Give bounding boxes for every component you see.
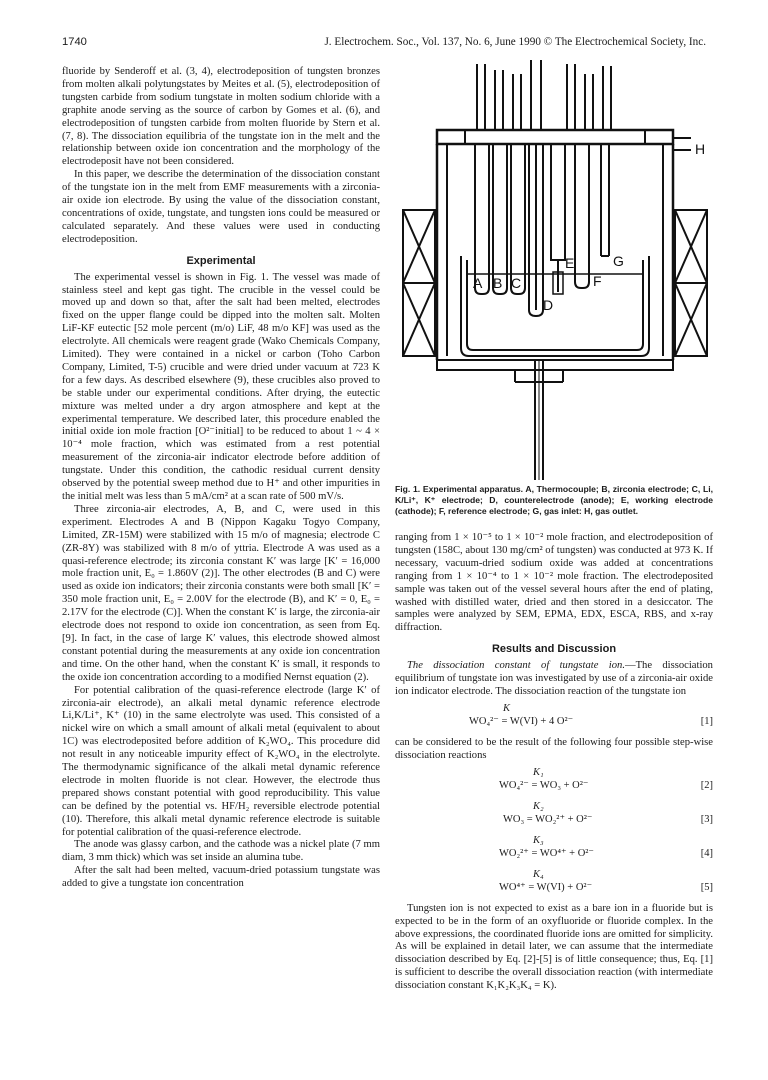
equation-constant: K <box>503 702 511 714</box>
equation-1 <box>395 703 713 733</box>
equation-expression: WO₄²⁻ = WO₃ + O²⁻ <box>499 779 589 791</box>
equation-4 <box>395 835 713 865</box>
paragraph: In this paper, we describe the determination of the dissociation constant of the tungstate ion in the melt from EMF measurements with a zirconia-air oxide ion electrode. By using the value of the dissociation constant, concentrations of oxide, tungstate, and tungsten ions could be measured or calculated separately. And these values were used in conducting electrodeposition. <box>62 169 380 245</box>
left-column <box>62 66 380 891</box>
equation-expression: WO₄²⁻ = W(VI) + 4 O²⁻ <box>469 715 574 727</box>
label-h: H <box>695 141 706 157</box>
equation-2 <box>395 767 713 797</box>
equation-5 <box>395 869 713 899</box>
equation-number: [2] <box>700 779 713 791</box>
paragraph: The experimental vessel is shown in Fig. 1. The vessel was made of stainless steel and kept gas tight. The crucible in the vessel could be moved up and down so that, after the salt had been melted, electrodes fixed on the upper flange could be dipped into the molten salt. Molten LiF-KF eutectic [52 mole percent (m/o) LiF, 48 m/o KF] was used as the electrolyte. All chemicals were reagent grade (Wako Chemicals Company, Limited). They were contained in a nickel or carbon (Toho Carbon Company, Limited, T-5) crucible and were dried under vacuum at 723 K for a few days. As described elsewhere (9), these crucibles also proved to be stable under our experimental conditions. After drying, the eutectic mixture was melted under a dry argon atmosphere and kept at the experimental temperature. We described later, this procedure enabled the initial oxide ion mole fraction [O²⁻initial] to be reduced to about 1 ~ 4 × 10⁻⁴ mole fraction, which was estimated from a rest potential measurement of the zirconia-air indicator electrode before addition of tungstate. Under this condition, the cathodic residual current density observed by the potential sweep method due to H⁺ and other impurities in the initial melt was less than 5 mA/cm² at a scan rate of 500 mV/s. <box>62 271 380 502</box>
page-number: 1740 <box>62 36 87 48</box>
label-c: C <box>511 275 522 291</box>
journal-citation: J. Electrochem. Soc., Vol. 137, No. 6, June 1990 © The Electrochemical Society, Inc. <box>324 36 706 48</box>
apparatus-diagram <box>395 60 715 480</box>
equation-expression: WO₃ = WO₂²⁺ + O²⁻ <box>503 813 593 825</box>
equation-number: [3] <box>700 813 713 825</box>
label-d: D <box>543 297 554 313</box>
paragraph: can be considered to be the result of the following four possible step-wise dissociation reactions <box>395 736 713 761</box>
paragraph: After the salt had been melted, vacuum-dried potassium tungstate was added to give a tungstate ion concentration <box>62 865 380 890</box>
figure-caption <box>395 484 713 517</box>
section-heading-results: Results and Discussion <box>491 643 617 656</box>
label-b: B <box>493 275 503 291</box>
paragraph: Three zirconia-air electrodes, A, B, and C, were used in this experiment. Electrodes A and B (Nippon Kagaku Togyo Company, Limited, ZR-15M) were stabilized with 15 m/o of magnesia; electrode C (ZR-8Y) was stabilized with 8 m/o of yttria. Electrode A was used as a quasi-reference electrode; its zirconia constant K′ was large [K′ = 16,000 mole fraction unit, E₀ = 1.860V (2)]. The other electrodes (B and C) were used as oxide ion indicators; their zirconia constants were both small [K′ = 350 mole fraction unit, E₀ = 2.00V for the electrode (B), and K′ = 0, E₀ = 2.17V for the electrode (C)]. When the constant K′ is large, the zirconia-air electrode does not respond to oxide ion concentration, as seen from Eq. [9]. In fact, in the case of large K′ values, this electrode showed almost constant potential during the measurements at any oxide ion concentration and time. On the other hand, when the constant K′ is small, it responds to the oxide ion concentration according to a modified Nernst equation (2). <box>62 503 380 683</box>
equation-constant: K₄ <box>533 868 544 880</box>
paragraph: Tungsten ion is not expected to exist as a bare ion in a fluoride but is expected to be in the form of an oxyfluoride or fluoride complex. In the above expressions, the coordinated fluoride ions are omitted for simplicity. As will be explained in detail later, we can assume that the intermediate dissociation described by Eq. [2]-[5] is of little consequence; thus, Eq. [1] is sufficient to describe the overall dissociation reaction (with intermediate dissociation constant K₁K₂K₃K₄ = K). <box>395 902 713 992</box>
equation-number: [4] <box>700 847 713 859</box>
label-e: E <box>565 255 575 271</box>
label-g: G <box>613 253 624 269</box>
paragraph-body: —The dissociation equilibrium of tungstate ion was investigated by use of a zirconia-air oxide ion indicator electrode. The dissociation reaction of the tungstate ion <box>395 660 713 697</box>
paragraph: fluoride by Senderoff et al. (3, 4), electrodeposition of tungsten bronzes from molten alkali polytungstates by Meites et al. (5), electrodeposition of tungsten carbide from sodium tungstate in molten sodium chloride with a graphite anode serving as the source of carbon by Gomes et al. (6), and electrodeposition of tungsten carbide from molten fluoride by Stern et al. (7, 8). The dissociation equilibria of the tungstate ion in the melt and the relationship between oxide ion concentration and the morphology of the electrodeposit have not been considered. <box>62 66 380 168</box>
equation-3 <box>395 801 713 831</box>
running-header <box>62 36 706 50</box>
section-heading-experimental: Experimental <box>186 254 256 267</box>
label-a: A <box>473 275 483 291</box>
caption-text: Experimental apparatus. A, Thermocouple; B, zirconia electrode; C, Li, K/Li⁺, K⁺ electrode; D, counterelectrode (anode); E, working electrode (cathode); F, reference electrode; G, gas inlet: H, gas outlet. <box>395 484 713 516</box>
apparatus-figure <box>395 60 715 480</box>
paragraph <box>395 660 713 699</box>
label-f: F <box>593 273 602 289</box>
equation-number: [1] <box>700 715 713 727</box>
equation-expression: WO⁴⁺ = W(VI) + O²⁻ <box>499 881 593 893</box>
equation-expression: WO₂²⁺ = WO⁴⁺ + O²⁻ <box>499 847 594 859</box>
paragraph-lead: The dissociation constant of tungstate ion. <box>407 660 625 672</box>
figure-label: Fig. 1. <box>395 484 421 494</box>
paragraph: ranging from 1 × 10⁻⁵ to 1 × 10⁻² mole fraction, and electrodeposition of tungsten (158C, about 130 mg/cm² of tungsten) was conducted at 973 K. If necessary, vacuum-dried sodium oxide was added at concentrations ranging from 1 × 10⁻⁴ to 1 × 10⁻² mole fraction. The electrodeposited sample was taken out of the vessel several hours after the end of plating, washed with distilled water, dried and then stored in a desiccator. The samples were analyzed by SEM, EPMA, EDX, ESCA, RBS, and x-ray diffraction. <box>395 532 713 634</box>
equation-number: [5] <box>700 881 713 893</box>
equation-constant: K₁ <box>533 766 544 778</box>
equation-constant: K₂ <box>533 800 544 812</box>
equation-constant: K₃ <box>533 834 544 846</box>
paragraph: The anode was glassy carbon, and the cathode was a nickel plate (7 mm diam, 3 mm thick) which was set inside an alumina tube. <box>62 839 380 864</box>
right-column <box>395 532 713 993</box>
paragraph: For potential calibration of the quasi-reference electrode (large K′ of zirconia-air electrode), an alkali metal dynamic reference electrode Li,K/Li⁺, K⁺ (10) in the same electrolyte was used. This consisted of a nickel wire on which a small amount of alkali metal (equivalent to about 1C) was electrodeposited before addition of K₂WO₄. This procedure did not result in any noticeable impurity effect of K₂WO₄ in the electrolyte. The thermodynamic significance of the alkali metal dynamic reference electrode in molten fluoride is not clear. However, the electrode thus prepared shows constant potential with good reproducibility. This value can be defined by the potential vs. HF/H₂ reversible electrode potential (10). Therefore, this alkali metal dynamic reference electrode is suitable for potential calibration of the quasi-reference electrode. <box>62 684 380 838</box>
